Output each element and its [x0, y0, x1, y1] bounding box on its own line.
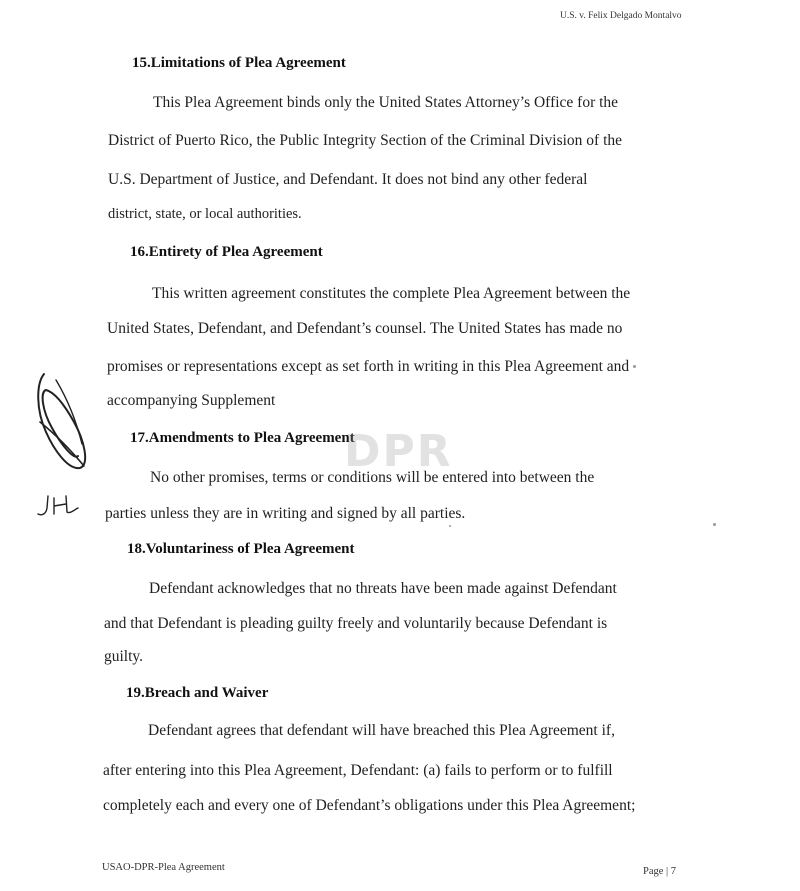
section-15-heading: 15.Limitations of Plea Agreement	[132, 55, 346, 71]
section-19-line-2: after entering into this Plea Agreement, Defendant: (a) fails to perform or to fulfill	[103, 762, 613, 779]
section-18-line-3: guilty.	[104, 648, 144, 665]
section-17-heading: 17.Amendments to Plea Agreement	[130, 430, 355, 446]
handwritten-signature-mark	[34, 370, 90, 476]
section-18-heading: 18.Voluntariness of Plea Agreement	[127, 541, 355, 557]
section-16-heading: 16.Entirety of Plea Agreement	[130, 244, 323, 260]
section-16-line-1: This written agreement constitutes the complete Plea Agreement between the	[152, 285, 631, 302]
dpr-stamp: DPR	[344, 426, 453, 477]
section-16-line-4: accompanying Supplement	[107, 392, 276, 409]
section-15-line-1: This Plea Agreement binds only the United States Attorney’s Office for the	[153, 94, 619, 111]
section-17-line-1: No other promises, terms or conditions will be entered into between the	[150, 469, 595, 486]
section-18-line-2: and that Defendant is pleading guilty freely and voluntarily because Defendant is	[104, 615, 608, 632]
section-15-line-3: U.S. Department of Justice, and Defendant. It does not bind any other federal	[108, 171, 588, 188]
case-caption: U.S. v. Felix Delgado Montalvo	[560, 11, 682, 21]
section-17-line-2: parties unless they are in writing and signed by all parties.	[105, 505, 466, 522]
scan-speck	[633, 365, 636, 368]
section-15-line-2: District of Puerto Rico, the Public Integrity Section of the Criminal Division of the	[108, 132, 623, 149]
section-18-line-1: Defendant acknowledges that no threats have been made against Defendant	[149, 580, 617, 597]
section-19-heading: 19.Breach and Waiver	[126, 685, 269, 701]
section-16-line-2: United States, Defendant, and Defendant’s counsel. The United States has made no	[107, 320, 623, 337]
section-15-line-4: district, state, or local authorities.	[108, 206, 302, 222]
scan-speck	[449, 525, 451, 527]
page-number: Page | 7	[643, 866, 677, 877]
section-19-line-1: Defendant agrees that defendant will have breached this Plea Agreement if,	[148, 722, 615, 739]
section-19-line-3: completely each and every one of Defendant’s obligations under this Plea Agreement;	[103, 797, 636, 814]
footer-document-id: USAO-DPR-Plea Agreement	[102, 862, 225, 873]
scan-speck	[713, 523, 716, 526]
handwritten-initials-jh	[36, 492, 80, 518]
section-16-line-3: promises or representations except as set forth in writing in this Plea Agreement and	[107, 358, 630, 375]
